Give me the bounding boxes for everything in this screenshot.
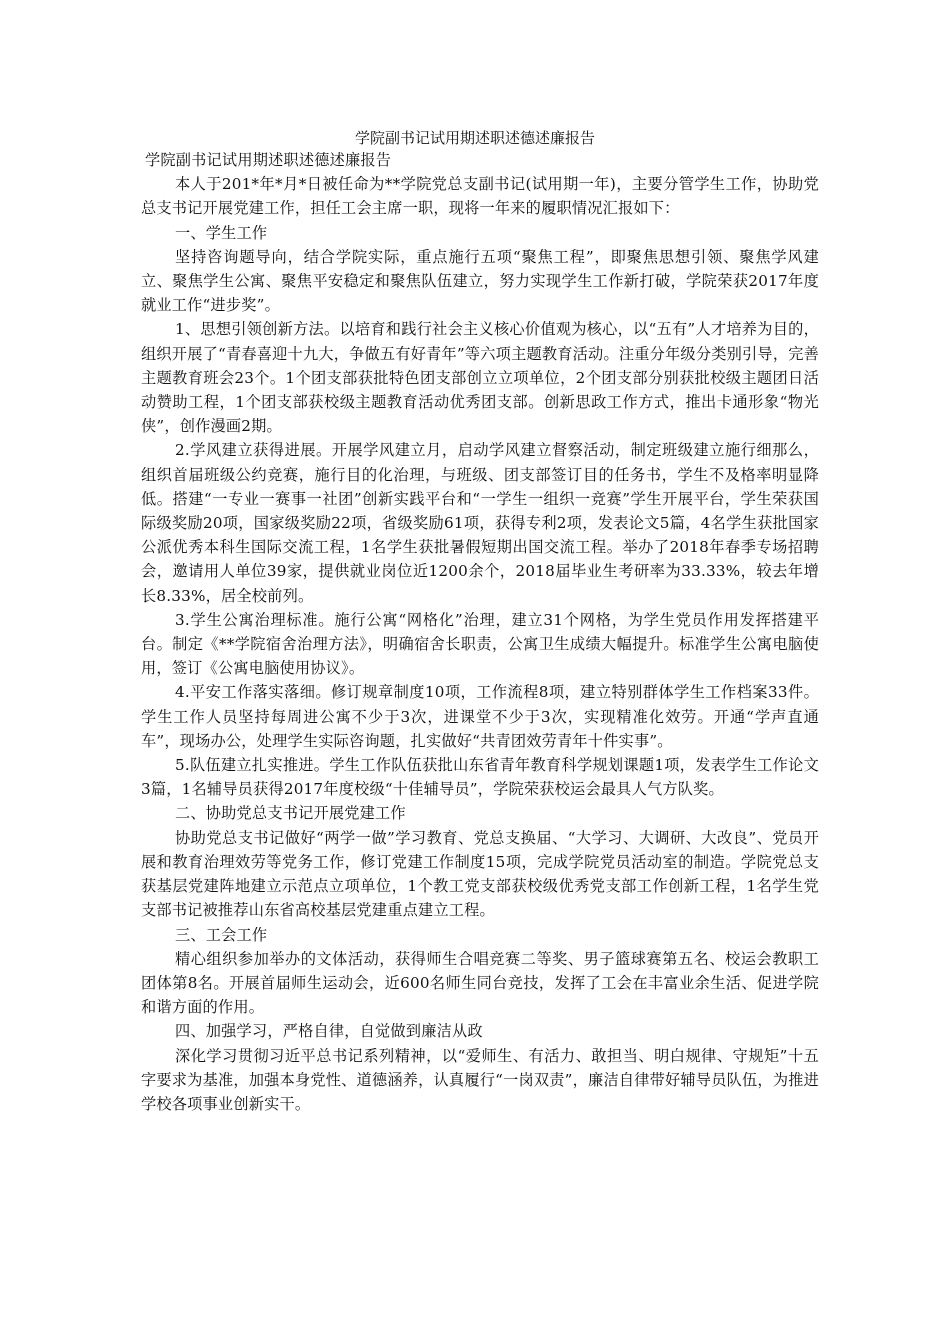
section-heading-party-building: 二、协助党总支书记开展党建工作 xyxy=(175,804,406,823)
paragraph-student-overview: 坚持咨询题导向，结合学院实际，重点施行五项“聚焦工程”，即聚焦思想引领、聚焦学风建立、聚焦学生公寓、聚焦平安稳定和聚焦队伍建立，努力实现学生工作新打破，学院荣获2017年度就业工作“进步奖”。 xyxy=(141,247,819,315)
document-body xyxy=(141,148,819,1116)
paragraph-study-style: 2.学风建立获得进展。开展学风建立月，启动学风建立督察活动，制定班级建立施行细那么，组织首届班级公约竞赛，施行目的化治理，与班级、团支部签订目的任务书，学生不及格率明显降低。搭建“一专业一赛事一社团”创新实践平台和“一学生一组织一竞赛”学生开展平台，学生荣获国际级奖励20项，国家级奖励22项，省级奖励61项，获得专利2项，发表论文5篇，4名学生获批国家公派优秀本科生国际交流工程，1名学生获批暑假短期出国交流工程。举办了2018年春季专场招聘会，邀请用人单位39家，提供就业岗位近1200余个，2018届毕业生考研率为33.33%，较去年增长8.33%，居全校前列。 xyxy=(141,441,819,605)
section-heading-union-work: 三、工会工作 xyxy=(175,925,268,944)
paragraph-self-discipline: 深化学习贯彻习近平总书记系列精神，以“爱师生、有活力、敢担当、明白规律、守规矩”十五字要求为基准，加强本身党性、道德涵养，认真履行“一岗双责”，廉洁自律带好辅导员队伍，为推进学校各项事业创新实干。 xyxy=(141,1046,819,1113)
paragraph-team-building: 5.队伍建立扎实推进。学生工作队伍获批山东省青年教育科学规划课题1项，发表学生工作论文3篇，1名辅导员获得2017年度校级“十佳辅导员”，学院荣获校运会最具人气方队奖。 xyxy=(141,756,819,799)
paragraph-safety-work: 4.平安工作落实落细。修订规章制度10项，工作流程8项，建立特别群体学生工作档案33件。学生工作人员坚持每周进公寓不少于3次，进课堂不少于3次，实现精准化效劳。开通“学声直通车”，现场办公，处理学生实际咨询题，扎实做好“共青团效劳青年十件实事”。 xyxy=(141,683,819,750)
document-subtitle: 学院副书记试用期述职述德述廉报告 xyxy=(145,151,392,169)
intro-paragraph: 本人于201*年*月*日被任命为**学院党总支副书记(试用期一年)，主要分管学生工作，协助党总支书记开展党建工作，担任工会主席一职，现将一年来的履职情况汇报如下： xyxy=(141,175,819,218)
section-heading-student-work: 一、学生工作 xyxy=(175,223,268,242)
section-heading-self-discipline: 四、加强学习，严格自律，自觉做到廉洁从政 xyxy=(175,1022,483,1041)
paragraph-union-work: 精心组织参加举办的文体活动，获得师生合唱竞赛二等奖、男子篮球赛第五名、校运会教职工团体第8名。开展首届师生运动会，近600名师生同台竞技，发挥了工会在丰富业余生活、促进学院和谐方面的作用。 xyxy=(141,949,819,1017)
paragraph-party-building: 协助党总支书记做好“两学一做”学习教育、党总支换届、“大学习、大调研、大改良”、党员开展和教育治理效劳等党务工作，修订党建工作制度15项，完成学院党员活动室的制造。学院党总支获基层党建阵地建立示范点立项单位，1个教工党支部获校级优秀党支部工作创新工程，1名学生党支部书记被推荐山东省高校基层党建重点建立工程。 xyxy=(141,828,819,920)
document-title: 学院副书记试用期述职述德述廉报告 xyxy=(354,129,595,147)
paragraph-ideological-guidance: 1、思想引领创新方法。以培育和践行社会主义核心价值观为核心，以“五有”人才培养为目的，组织开展了“青春喜迎十九大，争做五有好青年”等六项主题教育活动。注重分年级分类别引导，完善主题教育班会23个。1个团支部获批特色团支部创立立项单位，2个团支部分别获批校级主题团日活动赞助工程，1个团支部获校级主题教育活动优秀团支部。创新思政工作方式，推出卡通形象“物光侠”，创作漫画2期。 xyxy=(141,320,819,436)
paragraph-dormitory-management: 3.学生公寓治理标准。施行公寓“网格化”治理，建立31个网格，为学生党员作用发挥搭建平台。制定《**学院宿舍治理方法》，明确宿舍长职责，公寓卫生成绩大幅提升。标准学生公寓电脑使用，签订《公寓电脑使用协议》。 xyxy=(141,610,819,678)
